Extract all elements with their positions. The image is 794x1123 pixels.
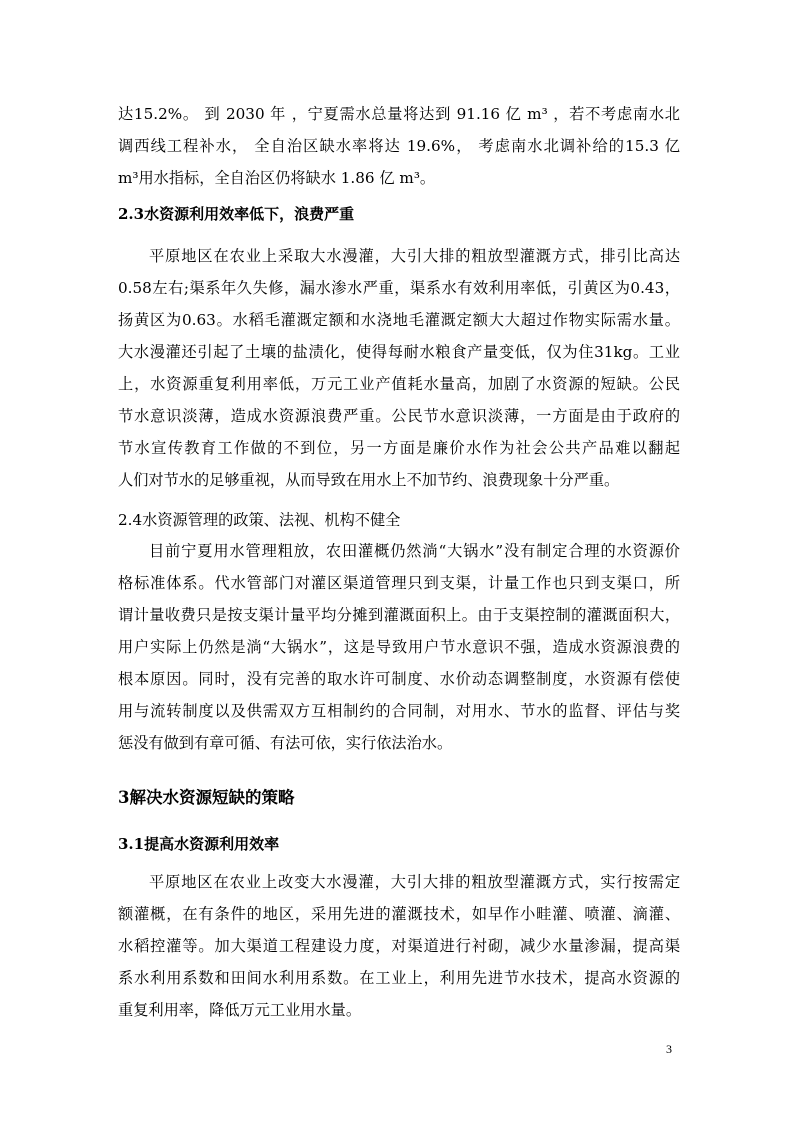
paragraph-line: 用与流转制度以及供需双方互相制约的合同制，对用水、节水的监督、评估与奖 [118, 702, 680, 720]
paragraph-line: 用户实际上仍然是淌“大锅水”，这是导致用户节水意识不强，造成水资源浪费的 [118, 638, 680, 656]
paragraph-line: 上，水资源重复利用率低，万元工业产值耗水量高，加剧了水资源的短缺。公民 [118, 375, 680, 393]
paragraph-line: 节水意识淡薄，造成水资源浪费严重。公民节水意识淡薄，一方面是由于政府的 [118, 407, 680, 425]
section-2-3-paragraph [118, 240, 680, 496]
paragraph-line: 调西线工程补水， 全自治区缺水率将达 19.6%， 考虑南水北调补给的15.3 亿 [118, 137, 680, 155]
section-2-4-paragraph [118, 535, 680, 759]
paragraph-line: 大水漫灌还引起了土壤的盐渍化，使得每耐水粮食产量变低，仅为住31kg。工业 [118, 343, 680, 361]
paragraph-line: 根本原因。同时，没有完善的取水许可制度、水价动态调整制度，水资源有偿使 [118, 670, 680, 688]
paragraph-line: 扬黄区为0.63。水稻毛灌溉定额和水浇地毛灌溉定额大大超过作物实际需水量。 [118, 311, 680, 329]
paragraph-line: 额灌概，在有条件的地区，采用先进的灌溉技术，如早作小畦灌、喷灌、滴灌、 [118, 905, 680, 923]
paragraph-line: 谓计量收费只是按支渠计量平均分摊到灌溉面积上。由于支渠控制的灌溉面积大， [118, 606, 680, 624]
paragraph-line: 0.58左右;渠系年久失修，漏水渗水严重，渠系水有效利用率低，引黄区为0.43， [118, 279, 680, 297]
paragraph-line: 目前宁夏用水管理粗放，农田灌概仍然淌“大锅水”没有制定合理的水资源价 [149, 542, 680, 560]
section-3-1-heading: 3.1提高水资源利用效率 [118, 835, 280, 853]
paragraph-line: 系水利用系数和田间水利用系数。在工业上，利用先进节水技术，提高水资源的 [118, 969, 680, 987]
paragraph-line: 水稻控灌等。加大渠道工程建设力度，对渠道进行衬砌，减少水量渗漏，提高渠 [118, 937, 680, 955]
paragraph-line: 人们对节水的足够重视，从而导致在用水上不加节约、浪费现象十分严重。 [118, 471, 620, 489]
paragraph-line: 节水宣传教育工作做的不到位，另一方面是廉价水作为社会公共产品难以翻起 [118, 439, 680, 457]
paragraph-line: 平原地区在农业上采取大水漫灌，大引大排的粗放型灌溉方式，排引比高达 [149, 247, 680, 265]
paragraph-line: 重复利用率，降低万元工业用水量。 [118, 1001, 361, 1019]
paragraph-line: 平原地区在农业上改变大水漫灌，大引大排的粗放型灌溉方式，实行按需定 [149, 873, 680, 891]
paragraph-line: 格标准体系。代水管部门对灌区渠道管理只到支渠，计量工作也只到支渠口，所 [118, 574, 680, 592]
section-3-1-paragraph [118, 866, 680, 1026]
section-3-heading: 3解决水资源短缺的策略 [118, 788, 295, 807]
paragraph-line: 惩没有做到有章可循、有法可依，实行依法治水。 [118, 734, 453, 752]
section-2-3-heading: 2.3水资源利用效率低下，浪费严重 [118, 205, 355, 223]
top-paragraph [118, 98, 680, 194]
paragraph-line: 达15.2%。 到 2030 年 ，宁夏需水总量将达到 91.16 亿 m³ ，若不考虑南水北 [118, 105, 680, 123]
paragraph-line: m³用水指标，全自治区仍将缺水 1.86 亿 m³。 [118, 169, 436, 187]
section-2-4-heading: 2.4水资源管理的政策、法视、机构不健全 [118, 511, 401, 529]
page-number: 3 [666, 1042, 672, 1056]
